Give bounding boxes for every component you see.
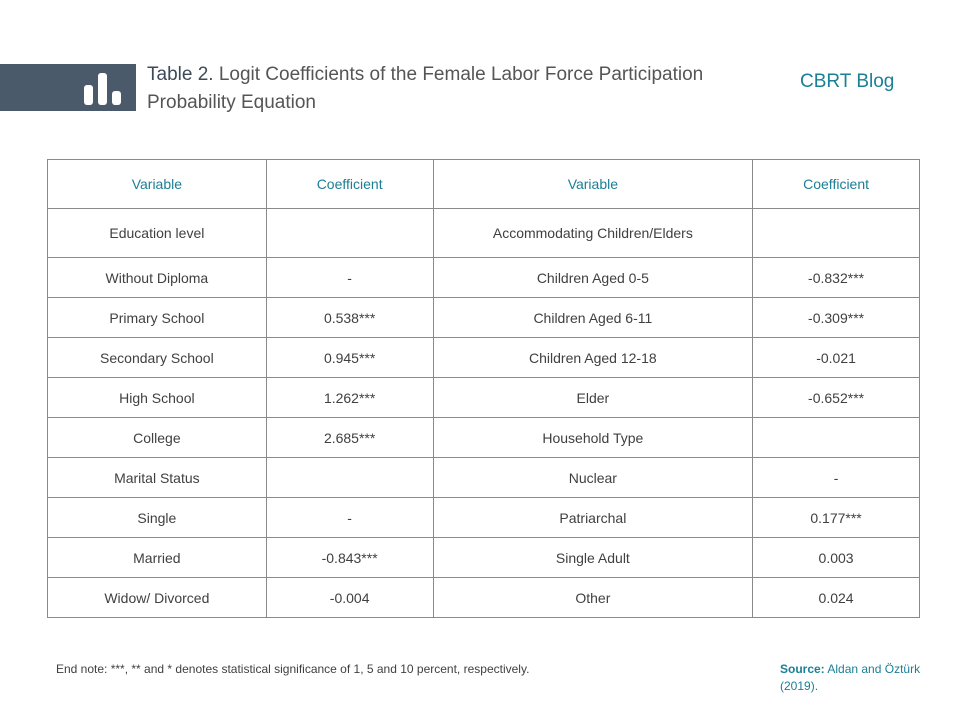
table-cell: 0.003 xyxy=(753,538,920,578)
header-variable-right: Variable xyxy=(433,160,753,209)
table-cell: Elder xyxy=(433,378,753,418)
table-cell: Single xyxy=(48,498,267,538)
header-coefficient-right: Coefficient xyxy=(753,160,920,209)
table-cell: Children Aged 0-5 xyxy=(433,258,753,298)
table-cell: Married xyxy=(48,538,267,578)
table-cell: Household Type xyxy=(433,418,753,458)
title-lead: Table 2. xyxy=(147,64,214,85)
table-cell: 0.177*** xyxy=(753,498,920,538)
title-rest: Logit Coefficients of the Female Labor Force Participation Probability Equation xyxy=(147,64,704,113)
source-note xyxy=(780,661,930,695)
table-cell: - xyxy=(266,258,433,298)
table-cell: Single Adult xyxy=(433,538,753,578)
table-cell: Children Aged 12-18 xyxy=(433,338,753,378)
table-header-row xyxy=(48,160,920,209)
end-note: End note: ***, ** and * denotes statistical significance of 1, 5 and 10 percent, respectively. xyxy=(56,662,530,676)
table-row xyxy=(48,298,920,338)
table-row xyxy=(48,498,920,538)
coefficients-table xyxy=(47,159,920,618)
table-cell: Secondary School xyxy=(48,338,267,378)
table-cell: Marital Status xyxy=(48,458,267,498)
table-cell: Widow/ Divorced xyxy=(48,578,267,618)
table-row xyxy=(48,209,920,258)
table-cell: -0.843*** xyxy=(266,538,433,578)
table-cell xyxy=(266,209,433,258)
table-row xyxy=(48,578,920,618)
table-row xyxy=(48,338,920,378)
table-cell: College xyxy=(48,418,267,458)
table-cell xyxy=(753,209,920,258)
header-coefficient-left: Coefficient xyxy=(266,160,433,209)
table-cell: Nuclear xyxy=(433,458,753,498)
table-cell: Patriarchal xyxy=(433,498,753,538)
table-row xyxy=(48,258,920,298)
table-row xyxy=(48,458,920,498)
brand-label: CBRT Blog xyxy=(800,71,895,92)
table-cell: -0.652*** xyxy=(753,378,920,418)
table-cell: 1.262*** xyxy=(266,378,433,418)
table-cell: Education level xyxy=(48,209,267,258)
table-row xyxy=(48,418,920,458)
table-cell: 0.024 xyxy=(753,578,920,618)
table-cell: Accommodating Children/Elders xyxy=(433,209,753,258)
bar-chart-icon xyxy=(84,71,124,107)
header-variable-left: Variable xyxy=(48,160,267,209)
page-title xyxy=(147,61,707,117)
table-cell: Primary School xyxy=(48,298,267,338)
table-cell: -0.021 xyxy=(753,338,920,378)
source-label: Source: xyxy=(780,662,825,676)
table-cell xyxy=(266,458,433,498)
table-cell: - xyxy=(266,498,433,538)
table-cell: 2.685*** xyxy=(266,418,433,458)
table-cell: -0.832*** xyxy=(753,258,920,298)
table-cell: Children Aged 6-11 xyxy=(433,298,753,338)
table-cell xyxy=(753,418,920,458)
table-cell: 0.945*** xyxy=(266,338,433,378)
source-text: Aldan and Öztürk (2019). xyxy=(780,662,921,693)
table-cell: High School xyxy=(48,378,267,418)
table-cell: -0.004 xyxy=(266,578,433,618)
table-row xyxy=(48,378,920,418)
table-cell: -0.309*** xyxy=(753,298,920,338)
table-cell: Without Diploma xyxy=(48,258,267,298)
table-row xyxy=(48,538,920,578)
table-cell: 0.538*** xyxy=(266,298,433,338)
table-cell: - xyxy=(753,458,920,498)
table-cell: Other xyxy=(433,578,753,618)
